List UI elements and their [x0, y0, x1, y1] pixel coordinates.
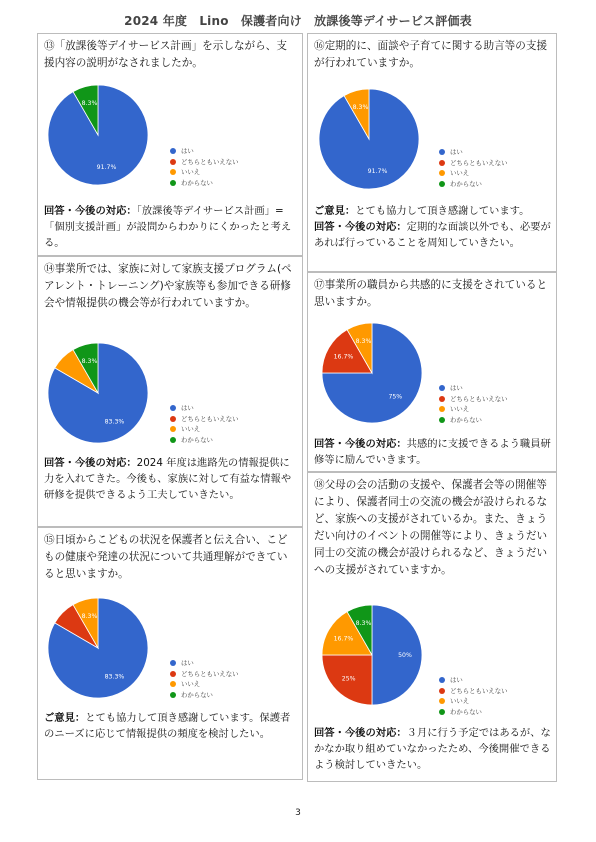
- legend-item: [170, 167, 239, 178]
- pie-chart: [320, 603, 432, 711]
- legend-label: わからない: [450, 179, 482, 188]
- legend-swatch: [170, 660, 176, 666]
- legend-swatch: [170, 405, 176, 411]
- legend-swatch: [170, 681, 176, 687]
- question-text: ⑭事業所では、家族に対して家族支援プログラム(ペアレント・トレーニング)や家族等も参加できる研修会や情報提供の機会等が行われていますか。: [44, 263, 292, 309]
- legend-label: いいえ: [450, 405, 470, 413]
- pie-data-label: 50%: [398, 652, 412, 659]
- legend-label: はい: [181, 659, 194, 667]
- legend-swatch: [170, 692, 176, 698]
- response-text: 「放課後等デイサービス計画」=「個別支援計画」が設問からわかりにくかったと考える。: [44, 205, 292, 250]
- pie-data-label: 16.7%: [333, 635, 354, 643]
- legend-item: [439, 179, 508, 190]
- legend-swatch: [439, 181, 445, 187]
- legend-item: [170, 679, 239, 690]
- legend-label: いいえ: [181, 680, 201, 688]
- legend-label: いいえ: [450, 169, 470, 177]
- legend-swatch: [439, 385, 445, 391]
- response-label: 回答・今後の対応：: [44, 457, 137, 469]
- legend-item: [439, 168, 508, 179]
- chart-legend: [439, 147, 508, 189]
- pie-chart: [319, 87, 429, 193]
- legend-swatch: [439, 170, 445, 176]
- legend-item: [170, 157, 239, 168]
- legend-item: [439, 147, 508, 158]
- legend-label: はい: [181, 147, 194, 155]
- legend-swatch: [439, 709, 445, 715]
- response-label: ご意見：: [44, 712, 86, 724]
- legend-item: [170, 690, 239, 701]
- legend-label: どちらともいえない: [450, 158, 508, 167]
- response-block: [44, 203, 297, 252]
- pie-data-label: 75%: [388, 393, 403, 401]
- question-card-17: [307, 272, 557, 472]
- response-text: 共感的に支援できるよう職員研修等に励んでいきます。: [314, 438, 551, 467]
- response-text: 定期的な面談以外でも、必要があれば行っていることを周知していきたい。: [314, 221, 551, 250]
- legend-swatch: [439, 396, 445, 402]
- response-text: ３月に行う予定ではあるが、なかなか取り組めていなかったため、今後開催できるよう検討していきたい。: [314, 727, 551, 772]
- legend-label: わからない: [181, 435, 213, 444]
- pie-data-label: 25%: [341, 675, 356, 683]
- legend-item: [439, 158, 508, 169]
- legend-label: いいえ: [450, 697, 470, 705]
- pie-data-label: 8.3%: [352, 104, 369, 112]
- response-label: 回答・今後の対応：: [44, 205, 137, 217]
- pie-data-label: 8.3%: [355, 338, 372, 346]
- chart-legend: [170, 658, 239, 700]
- response-block: [314, 725, 551, 774]
- legend-item: [439, 394, 508, 405]
- pie-data-label: 8.3%: [81, 100, 98, 108]
- response-label: 回答・今後の対応：: [314, 438, 407, 450]
- pie-data-label: 83.3%: [104, 418, 125, 426]
- legend-swatch: [170, 671, 176, 677]
- pie-data-label: 91.7%: [367, 167, 388, 175]
- legend-label: わからない: [181, 690, 213, 699]
- response-label: ご意見：: [314, 205, 356, 217]
- legend-item: [170, 435, 239, 446]
- question-card-16: [307, 33, 557, 272]
- legend-label: はい: [181, 404, 194, 412]
- response-block: [44, 455, 297, 504]
- legend-label: どちらともいえない: [181, 669, 239, 678]
- legend-swatch: [439, 149, 445, 155]
- legend-item: [170, 178, 239, 189]
- pie-chart: [48, 598, 158, 702]
- chart-legend: [170, 146, 239, 188]
- page-number: 3: [295, 808, 301, 818]
- legend-item: [170, 669, 239, 680]
- pie-data-label: 8.3%: [81, 358, 98, 366]
- question-text: ⑱父母の会の活動の支援や、保護者会等の開催等により、保護者同士の交流の機会が設けられるなど、家族への支援がされているか。また、きょうだい向けのイベントの開催等により、きょうだい同士の交流の機会が設けられるなど、きょうだいへの支援がされていますか。: [314, 479, 548, 576]
- response-block: [314, 219, 551, 251]
- legend-swatch: [170, 426, 176, 432]
- legend-swatch: [439, 406, 445, 412]
- response-block-opinion: [314, 203, 551, 219]
- question-text: ⑮日頃からこどもの状況を保護者と伝え合い、こどもの健康や発達の状況について共通理解ができていると思いますか。: [44, 534, 288, 580]
- legend-label: どちらともいえない: [181, 157, 239, 166]
- legend-swatch: [439, 677, 445, 683]
- legend-label: わからない: [450, 415, 482, 424]
- legend-item: [439, 675, 508, 686]
- pie-chart: [320, 323, 432, 427]
- response-block: [44, 710, 297, 742]
- legend-label: わからない: [181, 178, 213, 187]
- legend-label: いいえ: [181, 168, 201, 176]
- question-card-15: [37, 527, 303, 780]
- pie-slice: [372, 605, 422, 705]
- legend-swatch: [170, 437, 176, 443]
- legend-item: [170, 403, 239, 414]
- legend-item: [439, 415, 508, 426]
- legend-swatch: [170, 180, 176, 186]
- legend-swatch: [170, 169, 176, 175]
- legend-item: [170, 414, 239, 425]
- question-card-18: [307, 472, 557, 782]
- legend-item: [170, 146, 239, 157]
- pie-data-label: 8.3%: [355, 620, 372, 628]
- legend-swatch: [439, 698, 445, 704]
- legend-item: [439, 686, 508, 697]
- question-text: ⑯定期的に、面談や子育てに関する助言等の支援が行われていますか。: [314, 40, 548, 69]
- legend-label: どちらともいえない: [181, 414, 239, 423]
- chart-legend: [439, 383, 508, 425]
- legend-item: [439, 383, 508, 394]
- question-card-14: [37, 256, 303, 527]
- legend-swatch: [170, 159, 176, 165]
- legend-item: [170, 658, 239, 669]
- legend-swatch: [170, 148, 176, 154]
- pie-data-label: 83.3%: [104, 673, 125, 681]
- legend-item: [439, 707, 508, 718]
- response-label: 回答・今後の対応：: [314, 727, 407, 739]
- legend-item: [439, 404, 508, 415]
- response-text: とても協力して頂き感謝しています。: [355, 205, 530, 217]
- pie-chart: [48, 343, 158, 447]
- legend-item: [439, 696, 508, 707]
- pie-data-label: 91.7%: [96, 163, 117, 171]
- page-title: 2024 年度 Lino 保護者向け 放課後等デイサービス評価表: [124, 14, 472, 28]
- legend-label: どちらともいえない: [450, 394, 508, 403]
- pie-chart: [48, 88, 158, 192]
- legend-label: はい: [450, 676, 463, 684]
- chart-legend: [439, 675, 508, 717]
- response-block: [314, 436, 551, 468]
- legend-swatch: [439, 688, 445, 694]
- response-text: とても協力して頂き感謝しています。保護者のニーズに応じて情報提供の頻度を検討したい。: [44, 712, 291, 741]
- response-text: 2024 年度は進路先の情報提供に力を入れてきた。今後も、家族に対して有益な情報や研修を提供できるよう工夫していきたい。: [44, 457, 292, 502]
- legend-label: はい: [450, 384, 463, 392]
- response-label: 回答・今後の対応：: [314, 221, 407, 233]
- legend-swatch: [439, 417, 445, 423]
- legend-swatch: [439, 160, 445, 166]
- legend-label: どちらともいえない: [450, 686, 508, 695]
- question-card-13: [37, 33, 303, 256]
- legend-swatch: [170, 416, 176, 422]
- legend-label: はい: [450, 148, 463, 156]
- pie-data-label: 16.7%: [333, 353, 354, 361]
- legend-label: いいえ: [181, 425, 201, 433]
- question-text: ⑬「放課後等デイサービス計画」を示しながら、支援内容の説明がなされましたか。: [44, 40, 287, 69]
- pie-data-label: 8.3%: [81, 613, 98, 621]
- legend-item: [170, 424, 239, 435]
- legend-label: わからない: [450, 707, 482, 716]
- question-text: ⑰事業所の職員から共感的に支援をされていると思いますか。: [314, 279, 548, 308]
- chart-legend: [170, 403, 239, 445]
